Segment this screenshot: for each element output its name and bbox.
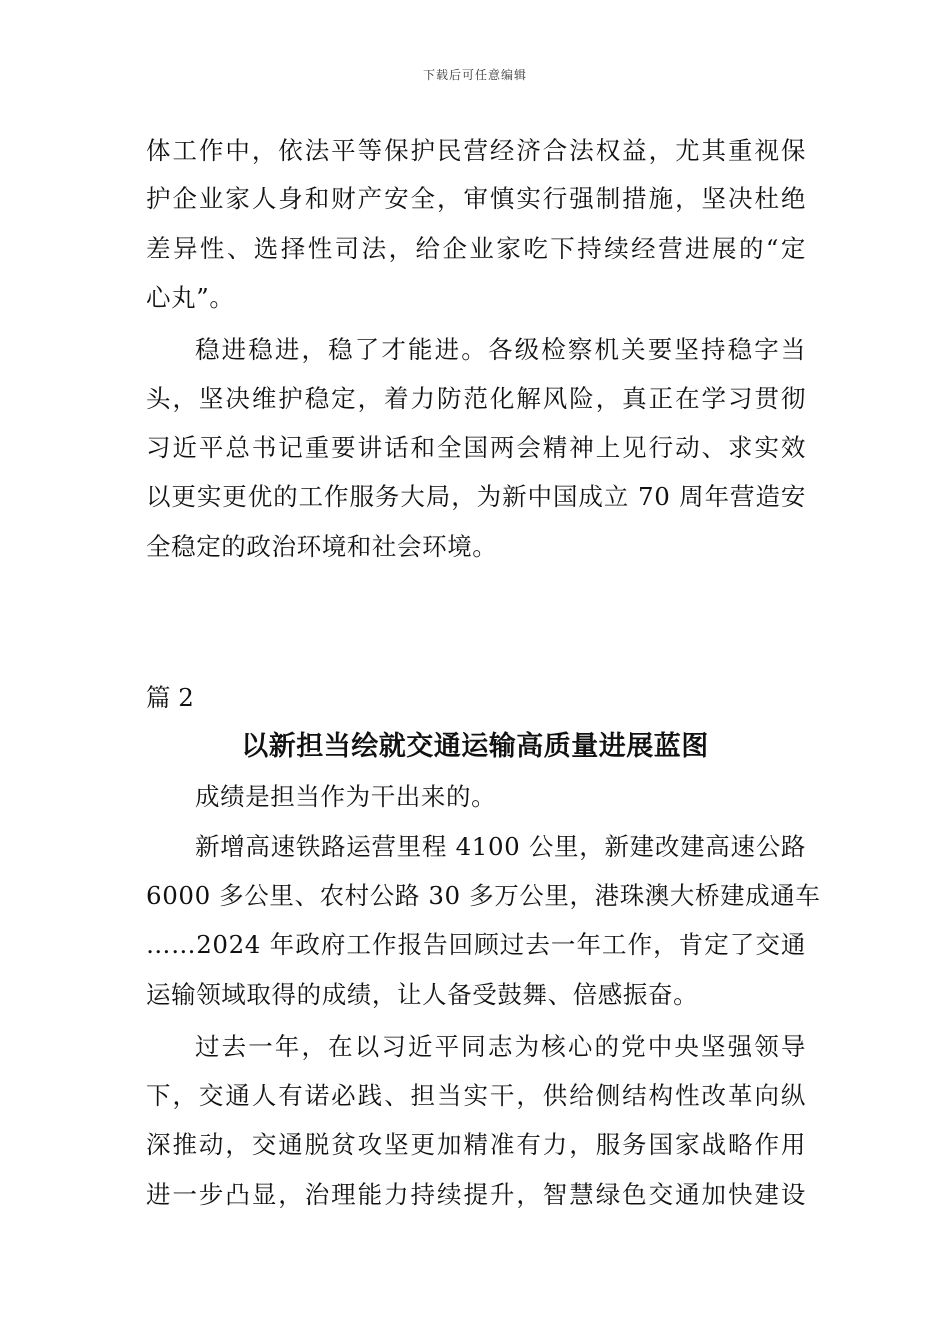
para1-line-4: 心丸”。 [146, 283, 235, 312]
para2-line-1: 稳进稳进，稳了才能进。各级检察机关要坚持稳字当 [195, 335, 806, 364]
para1-line-3: 差异性、选择性司法，给企业家吃下持续经营进展的“定 [146, 234, 806, 263]
para1-line-2: 护企业家人身和财产安全，审慎实行强制措施，坚决杜绝 [146, 184, 806, 213]
para3-line-1: 成绩是担当作为干出来的。 [195, 782, 497, 811]
para2-line-2: 头，坚决维护稳定，着力防范化解风险，真正在学习贯彻 [146, 384, 806, 413]
para5-line-2: 下，交通人有诺必践、担当实干，供给侧结构性改革向纵 [146, 1081, 806, 1110]
para4-line-1: 新增高速铁路运营里程 4100 公里，新建改建高速公路 [195, 832, 806, 861]
para4-line-4: 运输领域取得的成绩，让人备受鼓舞、倍感振奋。 [146, 980, 699, 1009]
section-label: 篇 2 [146, 683, 194, 712]
para2-line-3: 习近平总书记重要讲话和全国两会精神上见行动、求实效 [146, 433, 806, 462]
para2-line-5: 全稳定的政治环境和社会环境。 [146, 532, 498, 561]
para1-line-1: 体工作中，依法平等保护民营经济合法权益，尤其重视保 [146, 136, 806, 165]
para5-line-4: 进一步凸显，治理能力持续提升，智慧绿色交通加快建设 [146, 1180, 806, 1209]
para4-line-3: ……2024 年政府工作报告回顾过去一年工作，肯定了交通 [146, 930, 806, 959]
para5-line-1: 过去一年，在以习近平同志为核心的党中央坚强领导 [195, 1032, 806, 1061]
para5-line-3: 深推动，交通脱贫攻坚更加精准有力，服务国家战略作用 [146, 1130, 806, 1159]
para2-line-4: 以更实更优的工作服务大局，为新中国成立 70 周年营造安 [146, 482, 806, 511]
page-header-note: 下载后可任意编辑 [422, 68, 527, 82]
section-title: 以新担当绘就交通运输高质量进展蓝图 [241, 731, 709, 762]
para4-line-2: 6000 多公里、农村公路 30 多万公里，港珠澳大桥建成通车 [146, 881, 821, 910]
